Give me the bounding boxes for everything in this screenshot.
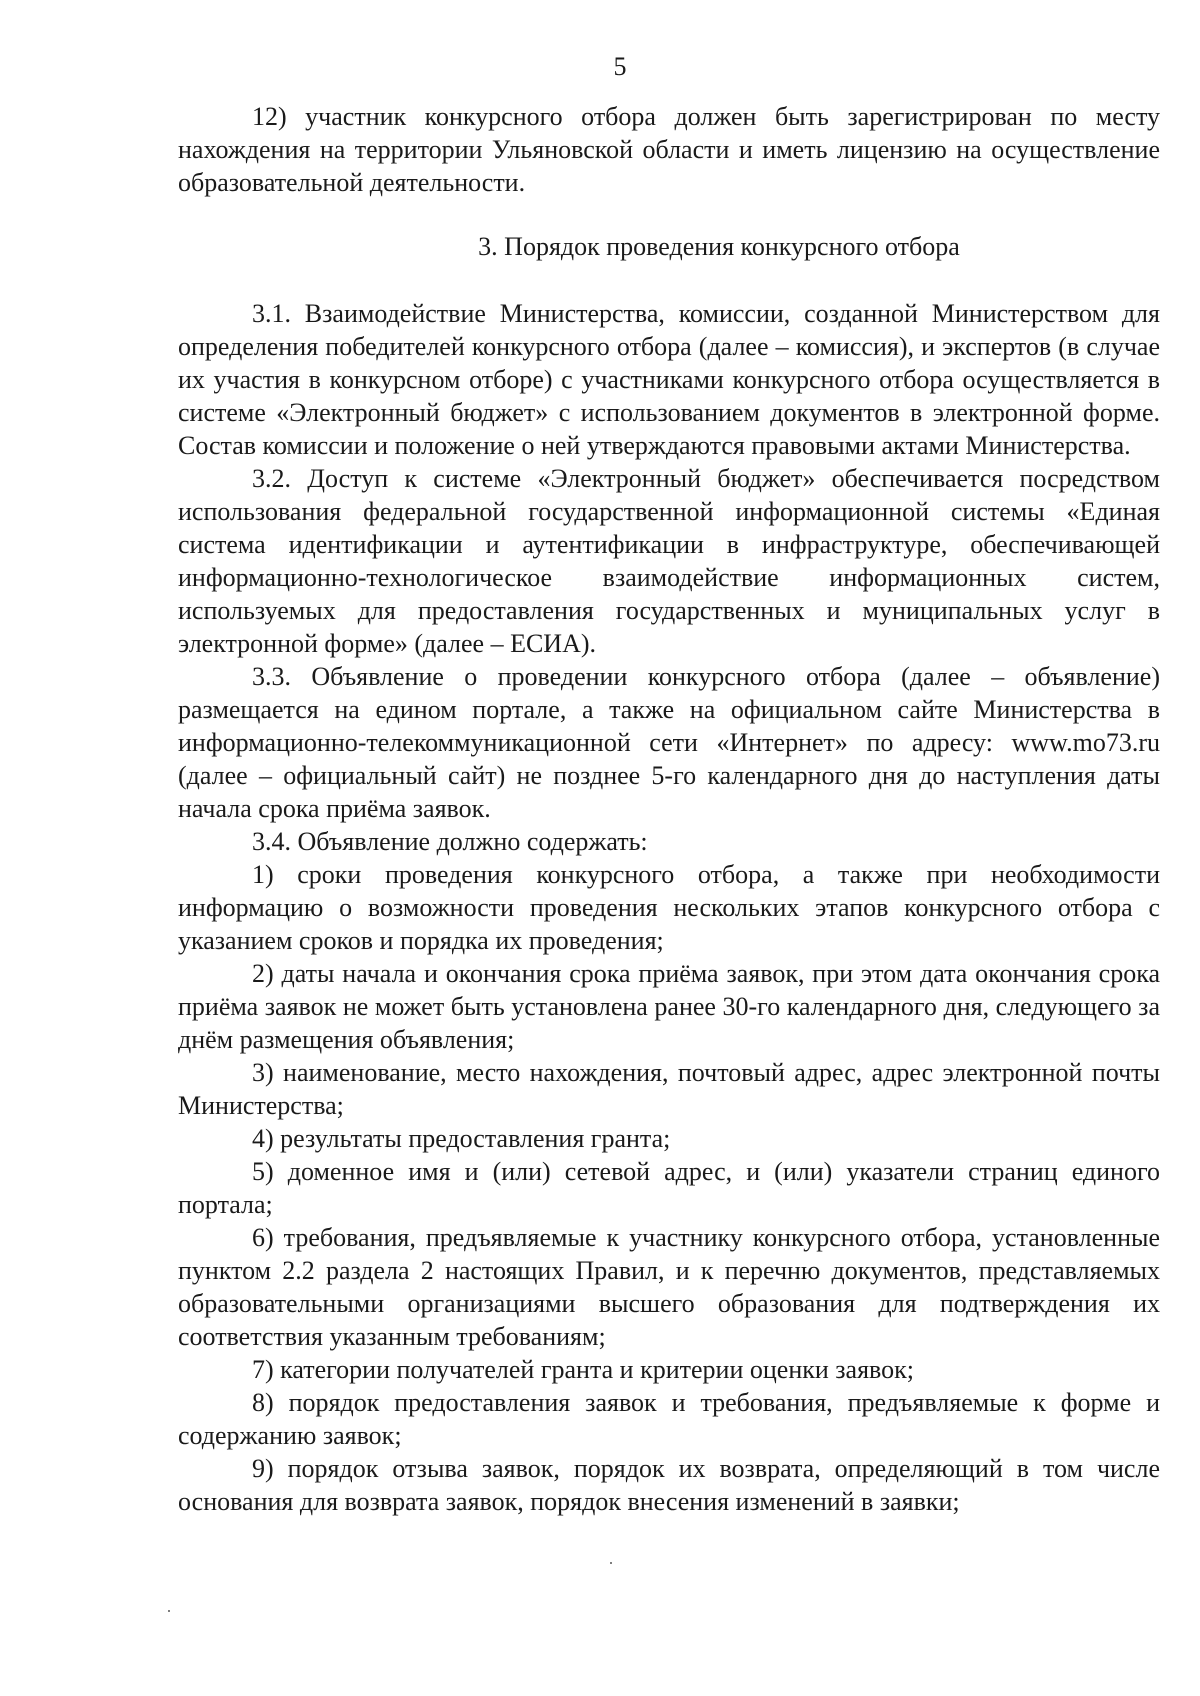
list-item-6: 6) требования, предъявляемые к участнику конкурсного отбора, установленные пунктом 2.2 раздела 2 настоящих Правил, и к перечню документов, представляемых образовательными организациями высшего образования для подтверждения их соответствия указанным требованиям; — [178, 1223, 1160, 1351]
document-body — [178, 100, 1160, 1518]
list-item-9: 9) порядок отзыва заявок, порядок их возврата, определяющий в том числе основания для возврата заявок, порядок внесения изменений в заявки; — [178, 1454, 1160, 1516]
paragraph-3-1: 3.1. Взаимодействие Министерства, комиссии, созданной Министерством для определения победителей конкурсного отбора (далее – комиссия), и экспертов (в случае их участия в конкурсном отборе) с участниками конкурсного отбора осуществляется в системе «Электронный бюджет» с использованием документов в электронной форме. Состав комиссии и положение о ней утверждаются правовыми актами Министерства. — [178, 299, 1160, 460]
page-number: 5 — [613, 52, 627, 81]
list-item-1: 1) сроки проведения конкурсного отбора, а также при необходимости информацию о возможности проведения нескольких этапов конкурсного отбора с указанием сроков и порядка их проведения; — [178, 860, 1160, 955]
paragraph-3-4: 3.4. Объявление должно содержать: — [252, 827, 648, 856]
section-heading: 3. Порядок проведения конкурсного отбора — [478, 232, 960, 261]
list-item-8: 8) порядок предоставления заявок и требования, предъявляемые к форме и содержанию заявок; — [178, 1388, 1160, 1450]
list-item-3: 3) наименование, место нахождения, почтовый адрес, адрес электронной почты Министерства; — [178, 1058, 1160, 1120]
list-item-4: 4) результаты предоставления гранта; — [252, 1124, 671, 1153]
list-item-7: 7) категории получателей гранта и критерии оценки заявок; — [252, 1355, 914, 1384]
scan-speck — [610, 1562, 612, 1564]
paragraph-item-12: 12) участник конкурсного отбора должен быть зарегистрирован по месту нахождения на территории Ульяновской области и иметь лицензию на осуществление образовательной деятельности. — [178, 102, 1160, 197]
paragraph-3-3: 3.3. Объявление о проведении конкурсного отбора (далее – объявление) размещается на едином портале, а также на официальном сайте Министерства в информационно-телекоммуникационной сети «Интернет» по адресу: www.mo73.ru (далее – официальный сайт) не позднее 5-го календарного дня до наступления даты начала срока приёма заявок. — [178, 662, 1160, 823]
list-item-5: 5) доменное имя и (или) сетевой адрес, и (или) указатели страниц единого портала; — [178, 1157, 1160, 1219]
list-item-2: 2) даты начала и окончания срока приёма заявок, при этом дата окончания срока приёма заявок не может быть установлена ранее 30-го календарного дня, следующего за днём размещения объявления; — [178, 959, 1160, 1054]
scan-speck — [168, 1610, 170, 1612]
paragraph-3-2: 3.2. Доступ к системе «Электронный бюджет» обеспечивается посредством использования федеральной государственной информационной системы «Единая система идентификации и аутентификации в инфраструктуре, обеспечивающей информационно-технологическое взаимодействие информационных систем, используемых для предоставления государственных и муниципальных услуг в электронной форме» (далее – ЕСИА). — [178, 464, 1160, 658]
